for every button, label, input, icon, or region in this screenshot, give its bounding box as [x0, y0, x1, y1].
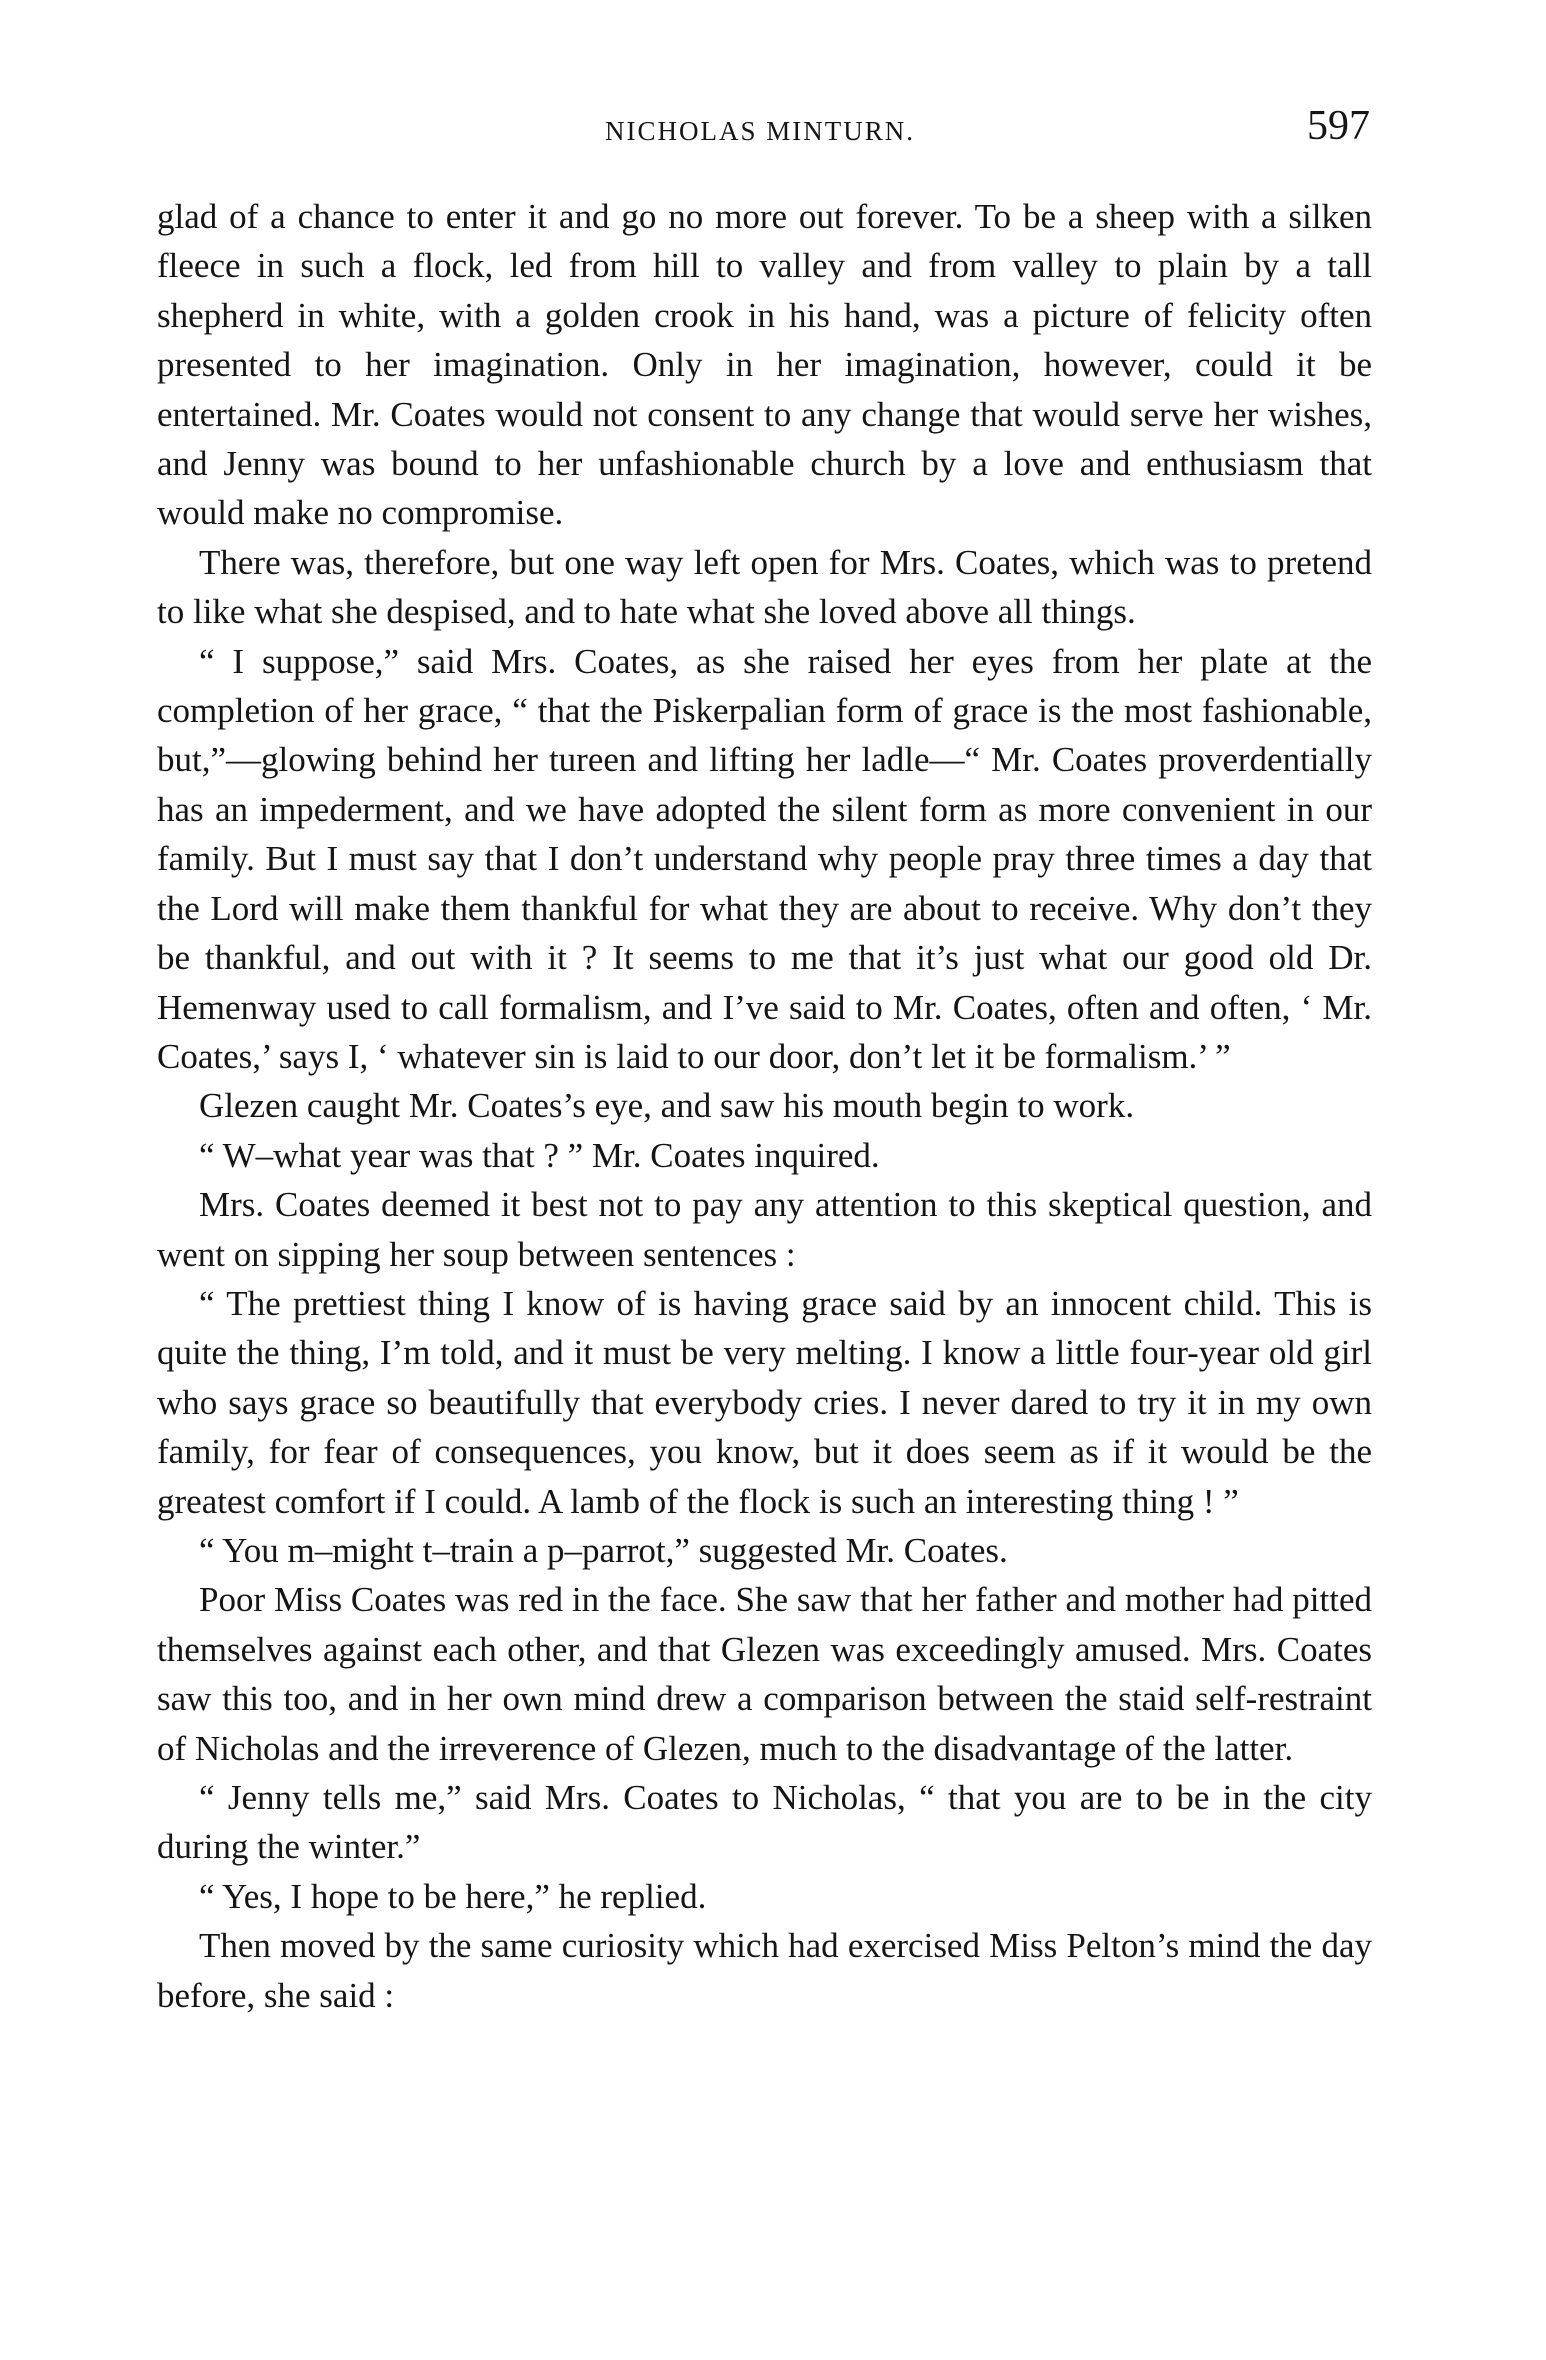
paragraph: There was, therefore, but one way left open for Mrs. Coates, which was to pretend to like what she despised, and to hate what she loved above all things.: [157, 542, 1372, 632]
paragraph: Then moved by the same curiosity which had exercised Miss Pelton’s mind the day before, she said :: [157, 1926, 1372, 2015]
paragraph: “ You m–might t–train a p–parrot,” suggested Mr. Coates.: [199, 1530, 1008, 1570]
paragraph: “ Yes, I hope to be here,” he replied.: [199, 1876, 707, 1916]
paragraph: “ I suppose,” said Mrs. Coates, as she raised her eyes from her plate at the completion of her grace, “ that the Piskerpalian form of grace is the most fashionable, but,”—glowing behind her tureen and lifting her ladle—“ Mr. Coates proverdentially has an impederment, and we have adopted the silent form as more convenient in our family. But I must say that I don’t understand why people pray three times a day that the Lord will make them thankful for what they are about to receive. Why don’t they be thankful, and out with it ? It seems to me that it’s just what our good old Dr. Hemenway used to call formalism, and I’ve said to Mr. Coates, often and often, ‘ Mr. Coates,’ says I, ‘ whatever sin is laid to our door, don’t let it be formalism.’ ”: [157, 641, 1372, 1076]
paragraph-continuation: glad of a chance to enter it and go no more out forever. To be a sheep with a silken fleece in such a flock, led from hill to valley and from valley to plain by a tall shepherd in white, with a golden crook in his hand, was a picture of felicity often presented to her imagination. Only in her imagination, however, could it be entertained. Mr. Coates would not consent to any change that would serve her wishes, and Jenny was bound to her unfashionable church by a love and enthusiasm that would make no compromise.: [157, 197, 1372, 533]
paragraph: “ Jenny tells me,” said Mrs. Coates to Nicholas, “ that you are to be in the city during the winter.”: [157, 1778, 1372, 1867]
running-title: NICHOLAS MINTURN.: [605, 116, 915, 146]
paragraph: “ The prettiest thing I know of is having grace said by an innocent child. This is quite the thing, I’m told, and it must be very melting. I know a little four-year old girl who says grace so beautifully that everybody cries. I never dared to try it in my own family, for fear of consequences, you know, but it does seem as if it would be the greatest comfort if I could. A lamb of the flock is such an interesting thing ! ”: [157, 1283, 1372, 1521]
paragraph: Mrs. Coates deemed it best not to pay any attention to this skeptical question, and went on sipping her soup between sentences :: [157, 1185, 1372, 1274]
body-text: [157, 192, 1372, 2020]
page-number: 597: [1307, 103, 1370, 149]
page-header: [150, 98, 1370, 158]
paragraph: Glezen caught Mr. Coates’s eye, and saw his mouth begin to work.: [199, 1086, 1135, 1126]
paragraph: “ W–what year was that ? ” Mr. Coates inquired.: [199, 1135, 880, 1175]
paragraph: Poor Miss Coates was red in the face. She saw that her father and mother had pitted themselves against each other, and that Glezen was exceedingly amused. Mrs. Coates saw this too, and in her own mind drew a comparison between the staid self-restraint of Nicholas and the irreverence of Glezen, much to the disadvantage of the latter.: [157, 1580, 1372, 1768]
